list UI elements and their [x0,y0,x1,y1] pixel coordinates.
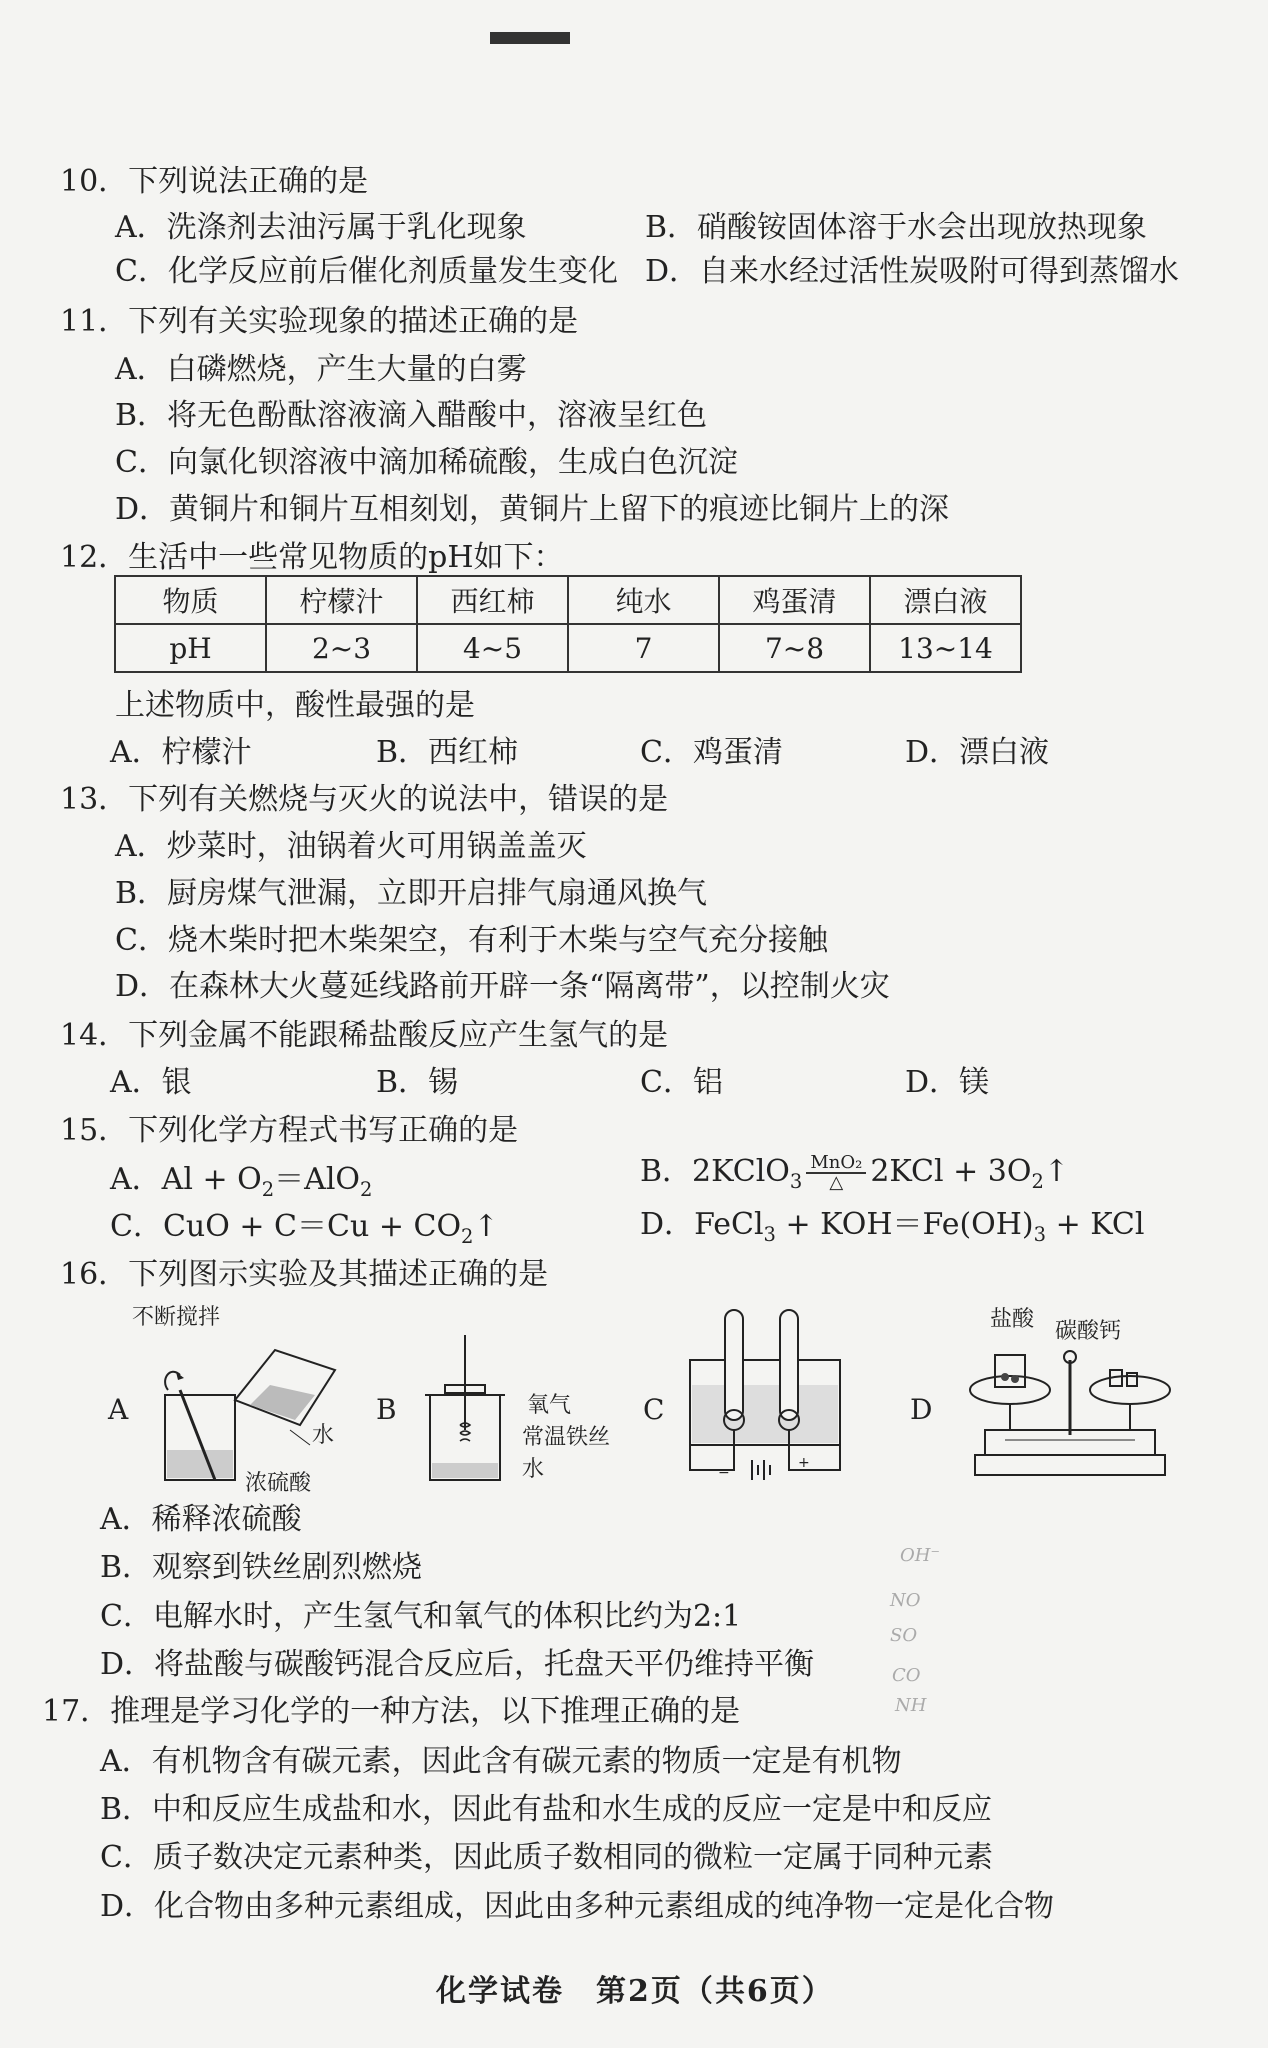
q13-option-a: A．炒菜时，油锅着火可用锅盖盖灭 [115,829,587,864]
fig-a-acid-label: 浓硫酸 [245,1471,312,1496]
q12-stem: 12．生活中一些常见物质的pH如下： [60,540,564,575]
table-cell: pH [115,624,266,672]
q17-option-a: A．有机物含有碳元素，因此含有碳元素的物质一定是有机物 [100,1744,902,1779]
table-cell: 物质 [115,576,266,624]
table-cell: 2~3 [266,624,417,672]
table-cell: 13~14 [870,624,1021,672]
q10-option-c: C．化学反应前后催化剂质量发生变化 [115,254,618,289]
table-cell: 纯水 [568,576,719,624]
fig-c-letter: C [643,1393,665,1426]
fig-a-stir-label: 不断搅拌 [132,1305,221,1330]
table-cell: 鸡蛋清 [719,576,870,624]
q17-stem: 17．推理是学习化学的一种方法，以下推理正确的是 [42,1694,741,1729]
q15-option-d: D．FeCl$_3$ + $KOH=Fe(OH)_3$ + KCl [640,1207,1145,1246]
fig-d-carbonate-label: 碳酸钙 [1055,1319,1122,1344]
q13-option-b: B．厨房煤气泄漏，立即开启排气扇通风换气 [115,876,708,911]
fig-b-letter: B [376,1393,397,1426]
q13-option-c: C．烧木柴时把木柴架空，有利于木柴与空气充分接触 [115,923,828,958]
q14-stem: 14．下列金属不能跟稀盐酸反应产生氢气的是 [60,1018,669,1053]
q11-option-b: B．将无色酚酞溶液滴入醋酸中，溶液呈红色 [115,398,708,433]
table-cell: 4~5 [417,624,568,672]
q14-option-b: B．锡 [376,1065,459,1100]
fig-a-water-label: 水 [312,1423,335,1448]
table-cell: 柠檬汁 [266,576,417,624]
ph-table [114,575,1022,673]
fig-b-water-label: 水 [522,1457,545,1482]
q10-option-d: D．自来水经过活性炭吸附可得到蒸馏水 [645,254,1180,289]
q12-option-a: A．柠檬汁 [110,735,252,770]
catalyst-label: MnO₂ [806,1154,866,1174]
q15-option-c: C．CuO + $C=Cu + CO_2↑$ [110,1209,499,1248]
fig-a-letter: A [108,1393,129,1426]
pencil-mark: NH [895,1695,927,1716]
option-letter: B． [640,1154,693,1189]
option-letter: D． [640,1207,695,1242]
ph-table-header [115,576,1021,624]
q17-option-d: D．化合物由多种元素组成，因此由多种元素组成的纯净物一定是化合物 [100,1889,1055,1924]
pencil-mark: CO [892,1665,921,1686]
fig-d-acid-label: 盐酸 [990,1307,1035,1332]
heat-symbol: △ [829,1172,844,1193]
q17-option-b: B．中和反应生成盐和水，因此有盐和水生成的反应一定是中和反应 [100,1792,993,1827]
option-letter: A． [110,1162,162,1197]
table-cell: 7~8 [719,624,870,672]
q15-stem: 15．下列化学方程式书写正确的是 [60,1113,519,1148]
q14-option-a: A．银 [110,1065,192,1100]
q13-option-d: D．在森林大火蔓延线路前开辟一条“隔离带”，以控制火灾 [115,969,890,1004]
q13-stem: 13．下列有关燃烧与灭火的说法中，错误的是 [60,782,669,817]
q16-option-a: A．稀释浓硫酸 [100,1502,302,1537]
q15-option-a: A．$Al + O_2=AlO_2$ [110,1162,373,1201]
ph-table-row [115,624,1021,672]
q16-option-c: C．电解水时，产生氢气和氧气的体积比约为2:1 [100,1599,742,1634]
q11-stem: 11．下列有关实验现象的描述正确的是 [60,304,579,339]
q15-option-b: B．2KClO$_3$ $\frac{\text{MnO₂}}{\triangle}$ $2KCl + 3O_2↑$ [640,1152,1070,1193]
q10-option-b: B．硝酸铵固体溶于水会出现放热现象 [645,210,1148,245]
option-letter: C． [110,1209,163,1244]
pencil-mark: SO [890,1625,918,1646]
q12-option-c: C．鸡蛋清 [640,735,783,770]
q12-option-b: B．西红柿 [376,735,519,770]
pencil-mark: NO [890,1590,921,1611]
iron-wire-figure [410,1335,520,1485]
q14-option-c: C．铝 [640,1065,723,1100]
q11-option-a: A．白磷燃烧，产生大量的白雾 [115,352,527,387]
q16-stem: 16．下列图示实验及其描述正确的是 [60,1257,549,1292]
q12-option-d: D．漂白液 [905,735,1050,770]
top-bar-mark [490,32,570,44]
fig-b-oxygen-label: 氧气 [527,1393,572,1418]
svg-text:+: + [798,1455,810,1471]
q11-option-c: C．向氯化钡溶液中滴加稀硫酸，生成白色沉淀 [115,445,738,480]
fig-b-wire-label: 常温铁丝 [522,1425,611,1450]
table-cell: 7 [568,624,719,672]
svg-text:−: − [718,1465,730,1481]
q14-option-d: D．镁 [905,1065,990,1100]
table-cell: 西红柿 [417,576,568,624]
q12-after: 上述物质中，酸性最强的是 [115,688,475,723]
q11-option-d: D．黄铜片和铜片互相刻划，黄铜片上留下的痕迹比铜片上的深 [115,492,950,527]
electrolysis-figure [680,1305,850,1490]
pencil-mark: OH⁻ [900,1545,940,1566]
reaction-condition [806,1154,866,1192]
table-cell: 漂白液 [870,576,1021,624]
fig-d-letter: D [910,1393,933,1426]
q16-option-d: D．将盐酸与碳酸钙混合反应后，托盘天平仍维持平衡 [100,1647,815,1682]
balance-figure [965,1335,1175,1485]
q16-option-b: B．观察到铁丝剧烈燃烧 [100,1550,423,1585]
q17-option-c: C．质子数决定元素种类，因此质子数相同的微粒一定属于同种元素 [100,1840,993,1875]
page-footer: 化学试卷 第2页（共6页） [436,1974,834,2009]
q10-option-a: A．洗涤剂去油污属于乳化现象 [115,210,527,245]
q10-stem: 10．下列说法正确的是 [60,164,369,199]
